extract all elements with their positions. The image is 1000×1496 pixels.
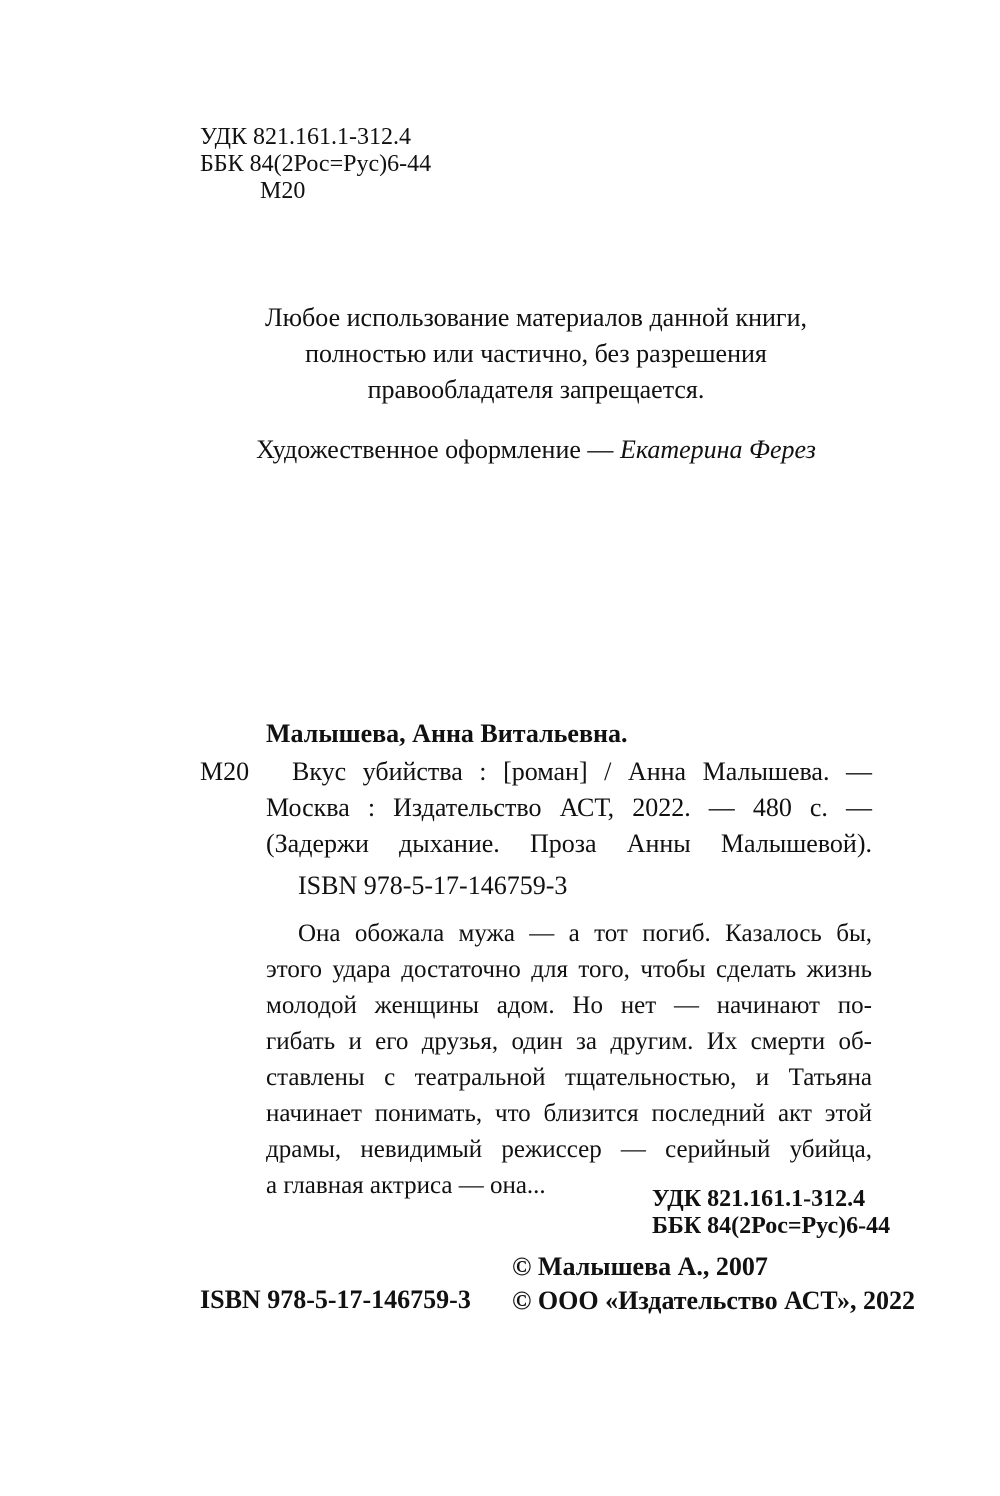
annotation-line: молодой женщины адом. Но нет — начинают по- [266,992,872,1019]
author-mark-entry: М20 [200,757,250,786]
udk-code-bottom: УДК 821.161.1-312.4 [652,1186,866,1212]
author-heading: Малышева, Анна Витальевна. [266,719,628,748]
annotation-line: гибать и его друзья, один за другим. Их смерти об- [266,1028,872,1055]
annotation-line: драмы, невидимый режиссер — серийный убийца, [266,1136,872,1163]
design-credit [200,432,872,468]
udk-code: УДК 821.161.1-312.4 [200,124,411,150]
description-line: (Задержи дыхание. Проза Анны Малышевой). [266,829,872,858]
description-line: Москва : Издательство АСТ, 2022. — 480 с. — [266,793,872,822]
copyright-notice [200,300,872,408]
notice-line: полностью или частично, без разрешения [305,339,767,368]
designer-name: Екатерина Ферез [619,435,816,464]
annotation-line: а главная актриса — она... [266,1172,546,1199]
bbk-code-bottom: ББК 84(2Рос=Рус)6-44 [652,1213,891,1239]
annotation [266,916,872,1204]
bibliographic-description [266,754,872,862]
annotation-line: начинает понимать, что близится последний акт этой [266,1100,872,1127]
notice-line: Любое использование материалов данной книги, [265,303,807,332]
footer-copyrights [512,1250,915,1318]
annotation-line: ставлены с театральной тщательностью, и Татьяна [266,1064,872,1091]
author-mark: М20 [260,178,306,204]
bbk-code: ББК 84(2Рос=Рус)6-44 [200,151,432,177]
annotation-line: этого удара достаточно для того, чтобы сделать жизнь [266,956,872,983]
design-credit-label: Художественное оформление — [256,435,620,464]
classification-block-bottom [652,1186,890,1240]
isbn-entry: ISBN 978-5-17-146759-3 [298,871,568,900]
description-line: Вкус убийства : [роман] / Анна Малышева. — [292,757,872,786]
footer-isbn: ISBN 978-5-17-146759-3 [200,1285,471,1314]
annotation-line: Она обожала мужа — а тот погиб. Казалось бы, [298,920,872,947]
copyright-publisher: © ООО «Издательство АСТ», 2022 [512,1286,916,1315]
notice-line: правообладателя запрещается. [367,375,705,404]
copyright-author: © Малышева А., 2007 [512,1252,768,1281]
classification-block-top [200,124,431,205]
